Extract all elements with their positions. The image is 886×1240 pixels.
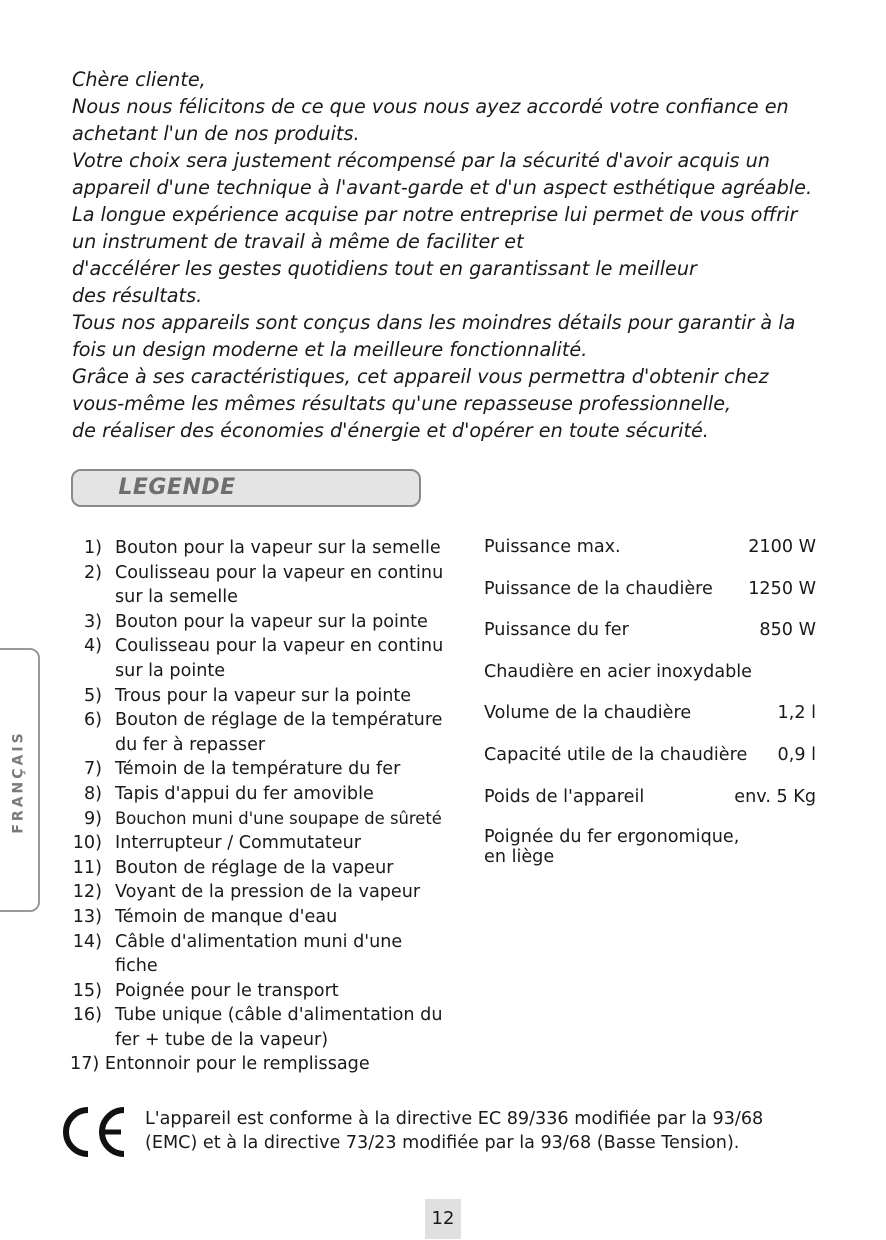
spec-row: Puissance de la chaudière 1250 W [484, 578, 816, 599]
legend-item-cont: sur la semelle [115, 587, 238, 608]
intro-line: La longue expérience acquise par notre entreprise lui permet de vous offrir [72, 203, 798, 226]
legend-item-cont: fiche [115, 956, 158, 977]
intro-line: un instrument de travail à même de faciliter et [72, 230, 524, 253]
legend-item-cont: fer + tube de la vapeur) [115, 1029, 329, 1050]
legend-item: 4) Coulisseau pour la vapeur en continu [83, 636, 444, 657]
legend-item: 6) Bouton de réglage de la température [83, 710, 443, 731]
page-number: 12 [425, 1199, 461, 1239]
legend-item: 14) Câble d'alimentation muni d'une [72, 931, 403, 952]
legend-item: 17) Entonnoir pour le remplissage [70, 1054, 370, 1075]
legend-item: 2) Coulisseau pour la vapeur en continu [83, 562, 444, 583]
language-label: FRANÇAIS [11, 730, 28, 834]
legend-list [70, 536, 470, 1077]
intro-line: achetant l'un de nos produits. [72, 122, 360, 145]
intro-line: fois un design moderne et la meilleure fonctionnalité. [72, 338, 588, 361]
intro-line: Tous nos appareils sont conçus dans les moindres détails pour garantir à la [72, 311, 796, 334]
spec-row: Chaudière en acier inoxydable [484, 661, 752, 682]
legend-item: 8) Tapis d'appui du fer amovible [83, 783, 374, 804]
intro-line: Nous nous félicitons de ce que vous nous ayez accordé votre confiance en [72, 95, 789, 118]
spec-row: Puissance du fer 850 W [484, 620, 816, 641]
legend-item: 7) Témoin de la température du fer [83, 759, 401, 780]
legend-item: 12) Voyant de la pression de la vapeur [72, 882, 421, 903]
legend-item-cont: du fer à repasser [115, 734, 266, 755]
technical-specs [484, 536, 816, 867]
intro-line: d'accélérer les gestes quotidiens tout en garantissant le meilleur [72, 257, 697, 280]
legend-item: 1) Bouton pour la vapeur sur la semelle [83, 538, 441, 558]
spec-row: Puissance max. 2100 W [484, 537, 816, 557]
spec-row: Poids de l'appareil env. 5 Kg [484, 786, 816, 807]
spec-row: Capacité utile de la chaudière 0,9 l [484, 744, 816, 765]
legend-item: 3) Bouton pour la vapeur sur la pointe [83, 611, 428, 632]
intro-line: Votre choix sera justement récompensé par la sécurité d'avoir acquis un [72, 149, 770, 172]
legend-item: 11) Bouton de réglage de la vapeur [72, 857, 394, 878]
intro-letter [72, 66, 862, 444]
intro-line: appareil d'une technique à l'avant-garde et d'un aspect esthétique agréable. [72, 176, 813, 199]
legend-item: 9) Bouchon muni d'une soupape de sûreté [83, 808, 442, 829]
spec-handle: Poignée du fer ergonomique, en liège [484, 827, 740, 868]
legend-item: 16) Tube unique (câble d'alimentation du [72, 1005, 443, 1026]
intro-line: vous-même les mêmes résultats qu'une repasseuse professionnelle, [72, 392, 732, 415]
legend-item: 15) Poignée pour le transport [72, 980, 339, 1001]
spec-row: Volume de la chaudière 1,2 l [484, 703, 816, 724]
legend-item: 13) Témoin de manque d'eau [72, 906, 338, 927]
legend-item: 5) Trous pour la vapeur sur la pointe [83, 685, 412, 706]
intro-line: des résultats. [72, 284, 203, 307]
legend-item: 10) Interrupteur / Commutateur [72, 833, 362, 854]
intro-line: Grâce à ses caractéristiques, cet appareil vous permettra d'obtenir chez [72, 365, 769, 388]
ce-mark-icon [60, 1105, 130, 1159]
legend-heading: LEGENDE [118, 475, 236, 500]
ce-conformity-text: L'appareil est conforme à la directive EC 89/336 modifiée par la 93/68 (EMC) et à la directive 73/23 modifiée par la 93/68 (Basse Tension). [145, 1109, 764, 1153]
legend-item-cont: sur la pointe [115, 660, 226, 681]
intro-line: de réaliser des économies d'énergie et d'opérer en toute sécurité. [72, 419, 709, 442]
intro-line: Chère cliente, [72, 68, 206, 91]
